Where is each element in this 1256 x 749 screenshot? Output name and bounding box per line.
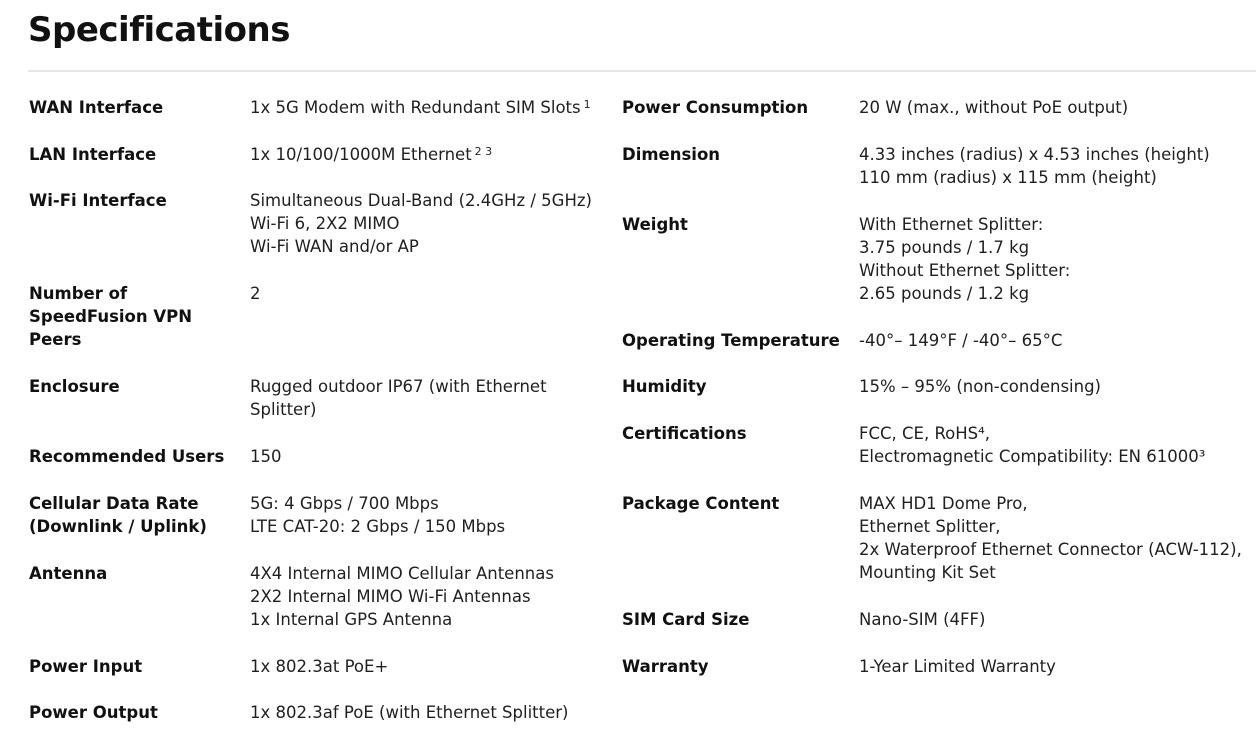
spec-value-line: Splitter) [250,400,317,420]
spec-label: Power Output [29,703,158,722]
spec-label: Recommended Users [29,447,225,466]
spec-value [859,422,1205,468]
spec-label: Humidity [622,377,707,396]
spec-value-line: 1x 10/100/1000M Ethernet $^{2 3}$ [250,144,493,164]
spec-value [250,282,261,305]
spec-value-line: 1x 5G Modem with Redundant SIM Slots $^1$ [250,98,591,117]
spec-value-line: 5G: 4 Gbps / 700 Mbps [250,493,439,513]
spec-value [859,96,1128,119]
spec-label: Operating Temperature [622,330,840,350]
footnote-marker: 2 3 [474,144,493,158]
spec-value-line: 150 [250,447,282,466]
spec-label: Wi-Fi Interface [29,191,167,210]
spec-value-line: Ethernet Splitter, [859,516,1001,536]
spec-label: Antenna [29,563,108,583]
spec-value [250,143,492,166]
spec-value-line: FCC, CE, RoHS⁴, [859,423,991,443]
spec-label: LAN Interface [29,144,157,164]
spec-value [250,375,547,421]
footnote-marker: 1 [583,98,591,111]
spec-label: Cellular Data Rate (Downlink / Uplink) [29,493,207,536]
spec-value-line: Wi-Fi WAN and/or AP [250,237,419,257]
spec-value-line: 4X4 Internal MIMO Cellular Antennas [250,563,554,583]
spec-label: Dimension [622,144,721,164]
spec-value-line: MAX HD1 Dome Pro, [859,493,1028,513]
spec-label: Weight [622,214,688,234]
spec-value-line: -40°– 149°F / -40°– 65°C [859,330,1063,350]
spec-value [859,375,1101,398]
spec-value-line: Simultaneous Dual-Band (2.4GHz / 5GHz) [250,191,592,210]
spec-value-line: Nano-SIM (4FF) [859,610,986,629]
spec-value-line: With Ethernet Splitter: [859,214,1044,234]
spec-value [250,562,554,632]
title-divider [28,70,1256,72]
spec-value-line: Wi-Fi 6, 2X2 MIMO [250,214,400,234]
spec-value [859,492,1242,585]
spec-value [250,492,505,538]
spec-value-line: Rugged outdoor IP67 (with Ethernet [250,377,547,396]
spec-value-line: 20 W (max., without PoE output) [859,98,1129,117]
spec-label: WAN Interface [29,98,164,117]
spec-value [250,701,568,724]
page-title: Specifications [28,10,290,50]
spec-label: Enclosure [29,377,120,396]
spec-value-line: Without Ethernet Splitter: [859,260,1071,280]
spec-value-line: Mounting Kit Set [859,563,996,583]
spec-value-line: 2x Waterproof Ethernet Connector (ACW-112), [859,539,1242,559]
spec-value [250,445,282,468]
spec-label: Package Content [622,493,780,513]
spec-value [250,189,592,259]
spec-value [250,655,388,678]
spec-value-line: 1x 802.3af PoE (with Ethernet Splitter) [250,703,569,722]
spec-value-line: 3.75 pounds / 1.7 kg [859,237,1030,257]
spec-value [859,213,1070,306]
spec-value [859,655,1056,678]
spec-value-line: 1x 802.3at PoE+ [250,656,389,676]
spec-label: SIM Card Size [622,610,750,629]
spec-value-line: 2X2 Internal MIMO Wi-Fi Antennas [250,586,531,606]
spec-value-line: 110 mm (radius) x 115 mm (height) [859,167,1157,187]
spec-value [250,96,591,119]
spec-label: Warranty [622,656,709,676]
spec-value-line: Electromagnetic Compatibility: EN 61000³ [859,446,1206,466]
spec-value [859,143,1210,189]
spec-value-line: LTE CAT-20: 2 Gbps / 150 Mbps [250,516,506,536]
spec-value-line: 2 [250,284,261,303]
spec-value-line: 1x Internal GPS Antenna [250,609,453,629]
spec-value [859,608,985,631]
spec-label: Certifications [622,423,747,443]
spec-label: Number of SpeedFusion VPN Peers [29,284,193,350]
spec-value-line: 2.65 pounds / 1.2 kg [859,284,1030,304]
spec-value-line: 4.33 inches (radius) x 4.53 inches (height) [859,144,1210,164]
spec-value-line: 1-Year Limited Warranty [859,656,1056,676]
spec-label: Power Input [29,656,143,676]
spec-value-line: 15% – 95% (non-condensing) [859,377,1101,396]
spec-value [859,329,1062,352]
spec-label: Power Consumption [622,98,809,117]
